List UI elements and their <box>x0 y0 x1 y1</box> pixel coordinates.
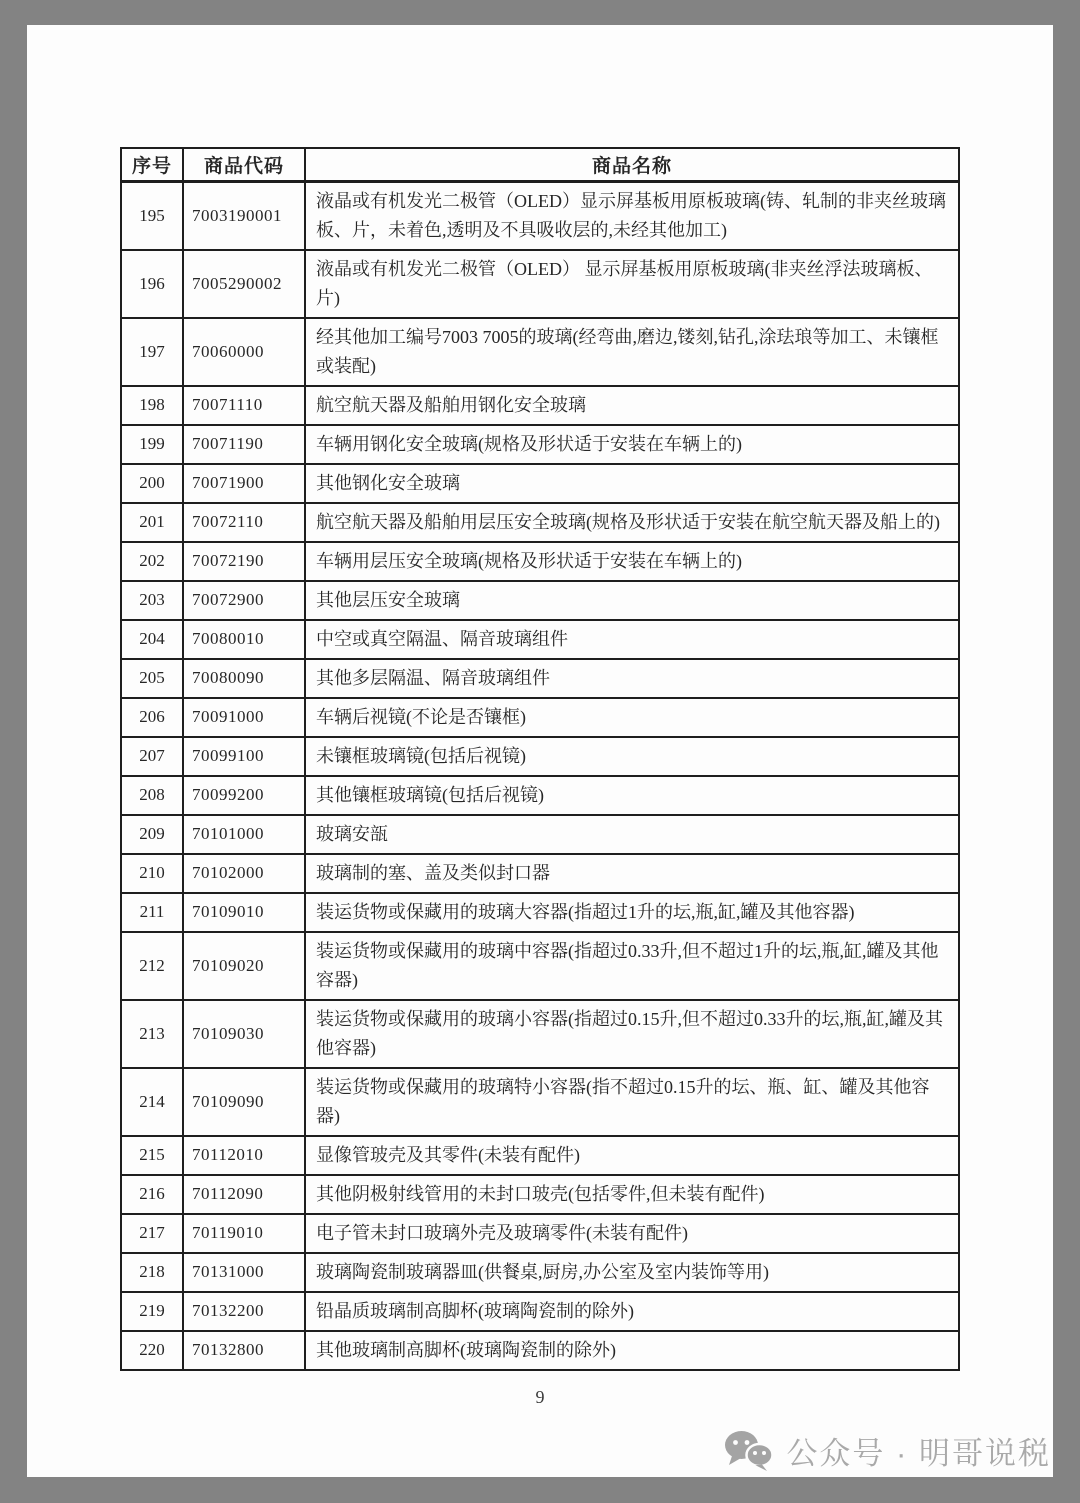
cell-commodity-name: 未镶框玻璃镜(包括后视镜) <box>305 737 959 776</box>
table-row <box>121 1136 959 1175</box>
table-header-row <box>121 148 959 181</box>
cell-serial: 204 <box>121 620 183 659</box>
cell-serial: 197 <box>121 318 183 386</box>
cell-commodity-name: 车辆用钢化安全玻璃(规格及形状适于安装在车辆上的) <box>305 425 959 464</box>
cell-commodity-name: 其他多层隔温、隔音玻璃组件 <box>305 659 959 698</box>
cell-serial: 206 <box>121 698 183 737</box>
cell-serial: 196 <box>121 250 183 318</box>
cell-serial: 199 <box>121 425 183 464</box>
cell-serial: 213 <box>121 1000 183 1068</box>
cell-serial: 202 <box>121 542 183 581</box>
table-row <box>121 776 959 815</box>
cell-commodity-code: 70131000 <box>183 1253 305 1292</box>
table-row <box>121 181 959 250</box>
column-header-serial: 序号 <box>121 148 183 181</box>
cell-serial: 220 <box>121 1331 183 1370</box>
cell-commodity-code: 70072900 <box>183 581 305 620</box>
cell-commodity-name: 装运货物或保藏用的玻璃小容器(指超过0.15升,但不超过0.33升的坛,瓶,缸,罐及其他容器) <box>305 1000 959 1068</box>
cell-serial: 216 <box>121 1175 183 1214</box>
table-row <box>121 386 959 425</box>
cell-commodity-name: 装运货物或保藏用的玻璃中容器(指超过0.33升,但不超过1升的坛,瓶,缸,罐及其他容器) <box>305 932 959 1000</box>
cell-serial: 200 <box>121 464 183 503</box>
table-row <box>121 1214 959 1253</box>
table-row <box>121 854 959 893</box>
cell-commodity-code: 70132200 <box>183 1292 305 1331</box>
cell-serial: 215 <box>121 1136 183 1175</box>
cell-serial: 205 <box>121 659 183 698</box>
cell-commodity-name: 液晶或有机发光二极管（OLED） 显示屏基板用原板玻璃(非夹丝浮法玻璃板、片) <box>305 250 959 318</box>
cell-serial: 195 <box>121 181 183 250</box>
table-row <box>121 503 959 542</box>
cell-commodity-code: 70091000 <box>183 698 305 737</box>
table-row <box>121 318 959 386</box>
cell-serial: 201 <box>121 503 183 542</box>
table-row <box>121 542 959 581</box>
cell-serial: 198 <box>121 386 183 425</box>
cell-commodity-name: 显像管玻壳及其零件(未装有配件) <box>305 1136 959 1175</box>
cell-commodity-code: 7005290002 <box>183 250 305 318</box>
cell-serial: 207 <box>121 737 183 776</box>
cell-commodity-name: 航空航天器及船舶用层压安全玻璃(规格及形状适于安装在航空航天器及船上的) <box>305 503 959 542</box>
cell-commodity-code: 70119010 <box>183 1214 305 1253</box>
table-row <box>121 815 959 854</box>
table-row <box>121 698 959 737</box>
goods-table-container <box>120 147 958 1371</box>
cell-serial: 212 <box>121 932 183 1000</box>
cell-commodity-name: 经其他加工编号7003 7005的玻璃(经弯曲,磨边,镂刻,钻孔,涂珐琅等加工、未镶框或装配) <box>305 318 959 386</box>
cell-commodity-name: 装运货物或保藏用的玻璃大容器(指超过1升的坛,瓶,缸,罐及其他容器) <box>305 893 959 932</box>
cell-commodity-code: 70099100 <box>183 737 305 776</box>
cell-commodity-code: 70080010 <box>183 620 305 659</box>
cell-commodity-code: 70071110 <box>183 386 305 425</box>
cell-serial: 219 <box>121 1292 183 1331</box>
cell-commodity-code: 70071190 <box>183 425 305 464</box>
table-row <box>121 1331 959 1370</box>
cell-commodity-name: 其他钢化安全玻璃 <box>305 464 959 503</box>
table-body <box>121 181 959 1370</box>
cell-commodity-code: 70072190 <box>183 542 305 581</box>
cell-commodity-name: 其他阴极射线管用的未封口玻壳(包括零件,但未装有配件) <box>305 1175 959 1214</box>
cell-commodity-code: 70109090 <box>183 1068 305 1136</box>
table-row <box>121 250 959 318</box>
cell-serial: 210 <box>121 854 183 893</box>
cell-serial: 217 <box>121 1214 183 1253</box>
cell-commodity-code: 70109030 <box>183 1000 305 1068</box>
table-row <box>121 464 959 503</box>
cell-serial: 203 <box>121 581 183 620</box>
table-row <box>121 425 959 464</box>
column-header-code: 商品代码 <box>183 148 305 181</box>
cell-commodity-code: 70109010 <box>183 893 305 932</box>
cell-commodity-name: 液晶或有机发光二极管（OLED）显示屏基板用原板玻璃(铸、轧制的非夹丝玻璃板、片，未着色,透明及不具吸收层的,未经其他加工) <box>305 181 959 250</box>
table-row <box>121 1068 959 1136</box>
cell-commodity-code: 70071900 <box>183 464 305 503</box>
cell-commodity-name: 玻璃安瓿 <box>305 815 959 854</box>
cell-commodity-name: 铅晶质玻璃制高脚杯(玻璃陶瓷制的除外) <box>305 1292 959 1331</box>
table-row <box>121 1253 959 1292</box>
cell-commodity-name: 其他镶框玻璃镜(包括后视镜) <box>305 776 959 815</box>
table-row <box>121 1000 959 1068</box>
watermark-text: 公众号 · 明哥说税 <box>786 1436 1051 1471</box>
cell-serial: 218 <box>121 1253 183 1292</box>
document-page <box>27 25 1053 1477</box>
table-row <box>121 581 959 620</box>
cell-commodity-code: 70101000 <box>183 815 305 854</box>
watermark <box>724 1428 1051 1473</box>
cell-commodity-code: 70060000 <box>183 318 305 386</box>
cell-commodity-code: 70072110 <box>183 503 305 542</box>
cell-commodity-name: 装运货物或保藏用的玻璃特小容器(指不超过0.15升的坛、瓶、缸、罐及其他容器) <box>305 1068 959 1136</box>
cell-commodity-code: 7003190001 <box>183 181 305 250</box>
goods-table <box>120 147 960 1371</box>
cell-commodity-name: 其他层压安全玻璃 <box>305 581 959 620</box>
column-header-name: 商品名称 <box>305 148 959 181</box>
cell-commodity-name: 中空或真空隔温、隔音玻璃组件 <box>305 620 959 659</box>
cell-serial: 211 <box>121 893 183 932</box>
table-row <box>121 1292 959 1331</box>
table-row <box>121 659 959 698</box>
cell-commodity-code: 70109020 <box>183 932 305 1000</box>
page-number: 9 <box>535 1387 545 1407</box>
table-row <box>121 932 959 1000</box>
cell-commodity-name: 车辆后视镜(不论是否镶框) <box>305 698 959 737</box>
cell-commodity-code: 70112010 <box>183 1136 305 1175</box>
cell-commodity-code: 70099200 <box>183 776 305 815</box>
table-row <box>121 737 959 776</box>
cell-commodity-name: 电子管未封口玻璃外壳及玻璃零件(未装有配件) <box>305 1214 959 1253</box>
cell-commodity-code: 70080090 <box>183 659 305 698</box>
table-row <box>121 620 959 659</box>
cell-commodity-name: 其他玻璃制高脚杯(玻璃陶瓷制的除外) <box>305 1331 959 1370</box>
cell-commodity-code: 70132800 <box>183 1331 305 1370</box>
table-row <box>121 1175 959 1214</box>
cell-commodity-name: 玻璃陶瓷制玻璃器皿(供餐桌,厨房,办公室及室内装饰等用) <box>305 1253 959 1292</box>
cell-commodity-code: 70112090 <box>183 1175 305 1214</box>
cell-serial: 209 <box>121 815 183 854</box>
cell-serial: 208 <box>121 776 183 815</box>
cell-commodity-name: 玻璃制的塞、盖及类似封口器 <box>305 854 959 893</box>
cell-commodity-name: 车辆用层压安全玻璃(规格及形状适于安装在车辆上的) <box>305 542 959 581</box>
wechat-icon <box>724 1430 774 1472</box>
cell-commodity-code: 70102000 <box>183 854 305 893</box>
cell-serial: 214 <box>121 1068 183 1136</box>
table-row <box>121 893 959 932</box>
cell-commodity-name: 航空航天器及船舶用钢化安全玻璃 <box>305 386 959 425</box>
